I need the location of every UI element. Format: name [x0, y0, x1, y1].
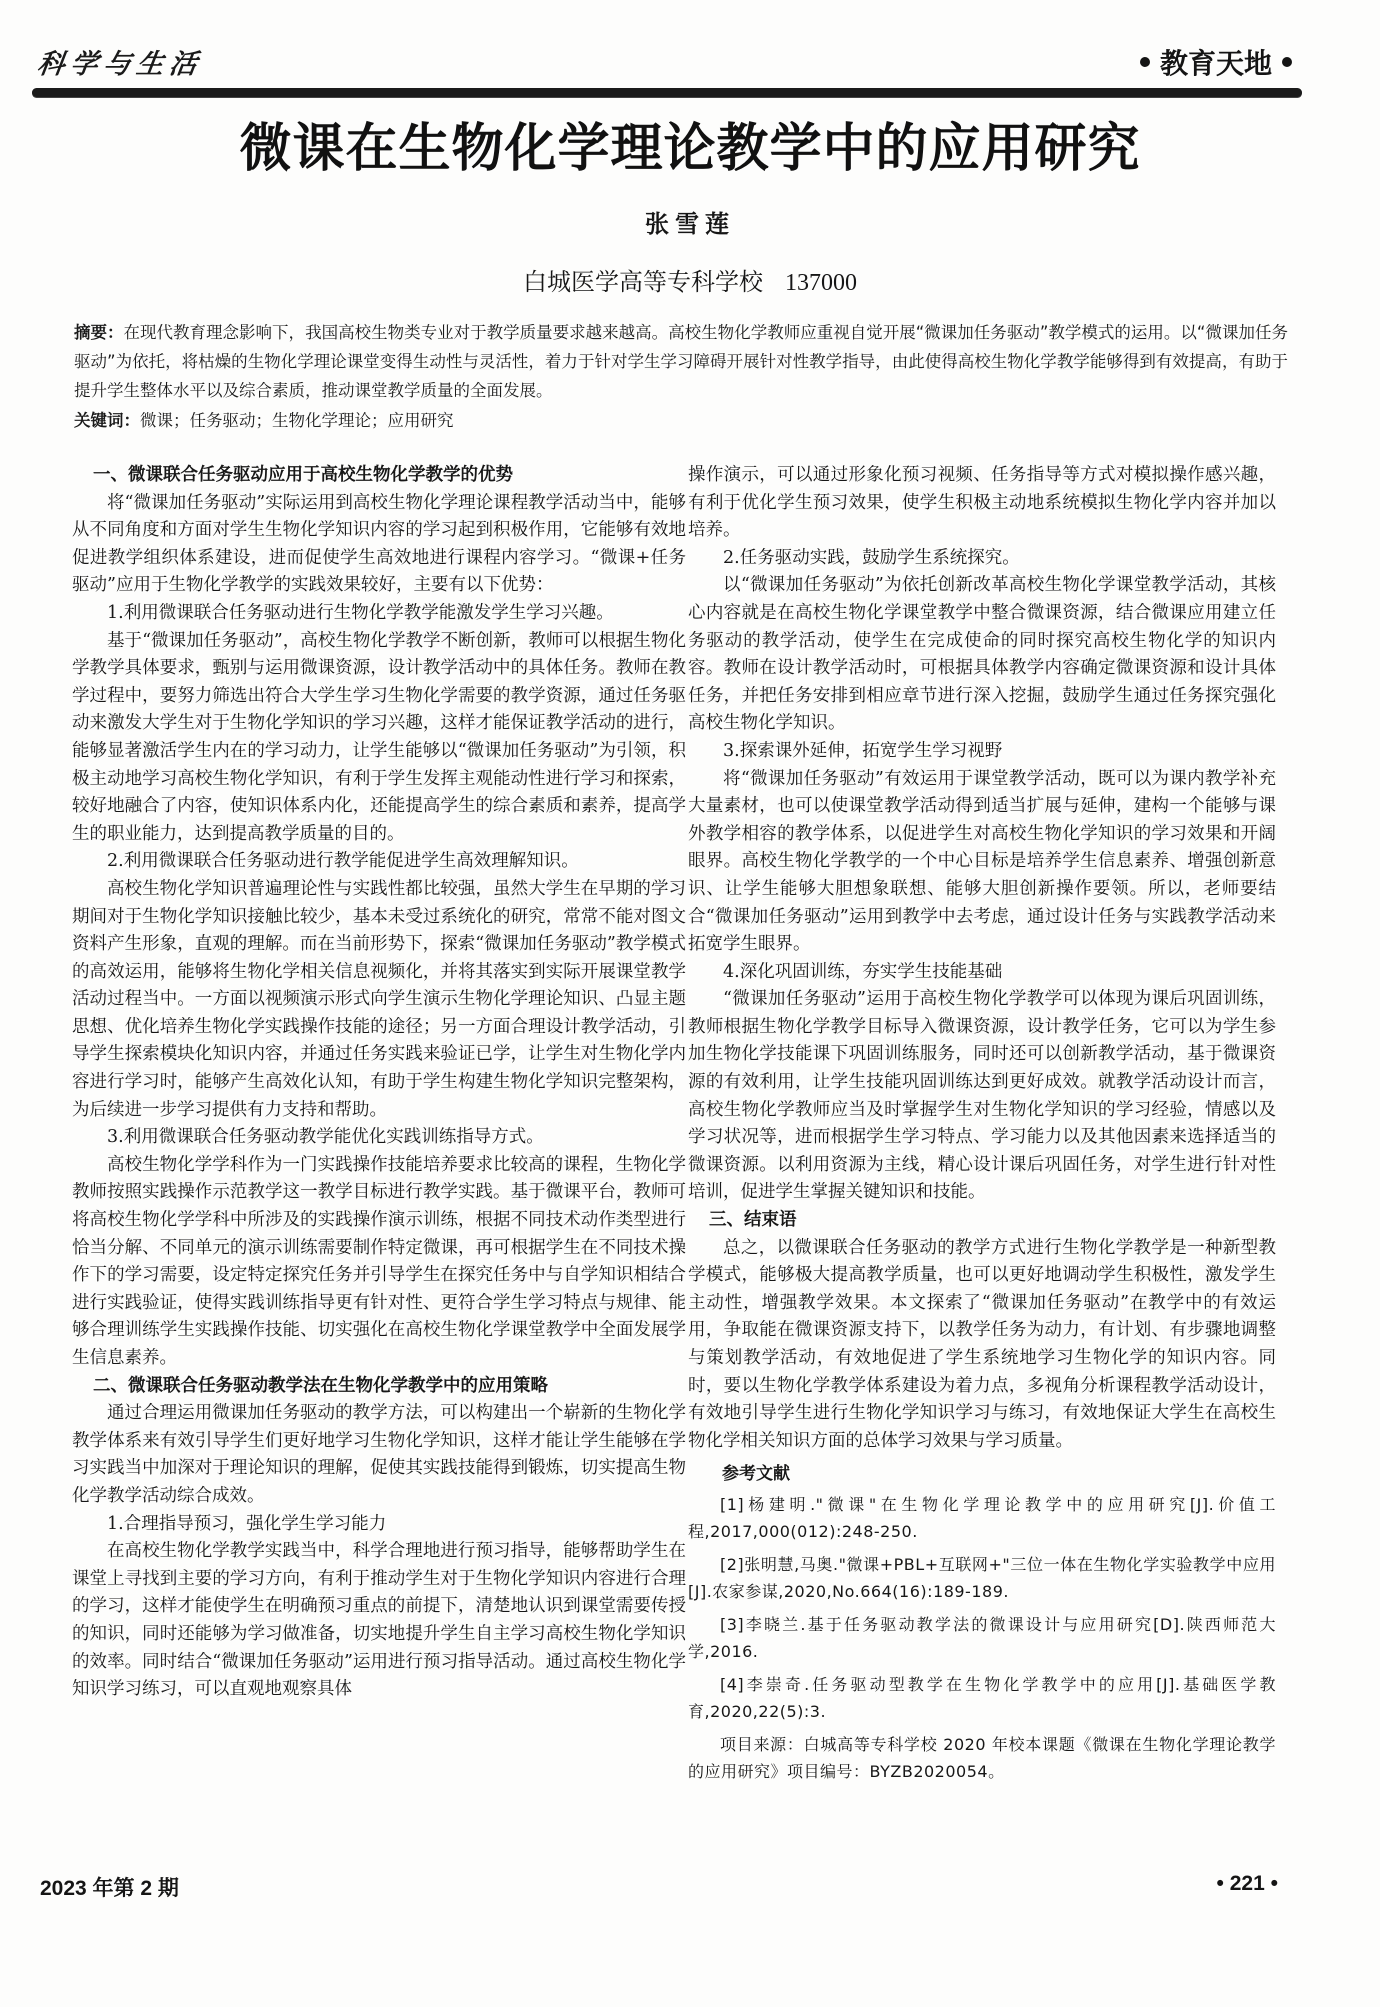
- abstract: [74, 318, 1288, 405]
- page-number: [1217, 1872, 1278, 1896]
- paragraph: 总之，以微课联合任务驱动的教学方式进行生物化学教学是一种新型教学模式，能够极大提高教学质量，也可以更好地调动学生积极性，激发学生主动性，增强教学效果。本文探索了“微课加任务驱动”在教学中的有效运用，争取能在微课资源支持下，以教学任务为动力，有计划、有步骤地调整与策划教学活动，有效地促进了学生系统地学习生物化学的知识内容。同时，要以生物化学教学体系建设为着力点，多视角分析课程教学活动设计，有效地引导学生进行生物化学知识学习与练习，有效地保证大学生在高校生物化学相关知识方面的总体学习效果与学习质量。: [688, 1237, 1276, 1451]
- issue-label: 2023 年第 2 期: [40, 1877, 179, 1900]
- paragraph: 在高校生物化学教学实践当中，科学合理地进行预习指导，能够帮助学生在课堂上寻找到主要的学习方向，有利于推动学生对于生物化学知识内容进行合理的学习，这样才能使学生在明确预习重点的前提下，清楚地认识到课堂需要传授的知识，同时还能够为学习做准备，切实地提升学生自主学习高校生物化学知识的效率。同时结合“微课加任务驱动”运用进行预习指导活动。通过高校生物化学知识学习练习，可以直观地观察具体: [72, 1541, 686, 1700]
- paragraph: 通过合理运用微课加任务驱动的教学方法，可以构建出一个崭新的生物化学教学体系来有效引导学生们更好地学习生物化学知识，这样才能让学生能够在学习实践当中加深对于理论知识的理解，促使其实践技能得到锻炼，切实提高生物化学教学活动综合成效。: [72, 1403, 686, 1506]
- paragraph: “微课加任务驱动”运用于高校生物化学教学可以体现为课后巩固训练，教师根据生物化学教学目标导入微课资源，设计教学任务，它可以为学生参加生物化学技能课下巩固训练服务，同时还可以创新教学活动，基于微课资源的有效利用，让学生技能巩固训练达到更好成效。就教学活动设计而言，高校生物化学教师应当及时掌握学生对生物化学知识的学习经验，情感以及学习状况等，进而根据学生学习特点、学习能力以及其他因素来选择适当的微课资源。以利用资源为主线，精心设计课后巩固任务，对学生进行针对性培训，促进学生掌握关键知识和技能。: [688, 989, 1276, 1203]
- reference-item: [2]张明慧,马奥."微课+PBL+互联网+"三位一体在生物化学实验教学中应用[J].农家参谋,2020,No.664(16):189-189.: [688, 1554, 1276, 1601]
- dot-icon: •: [1216, 1872, 1224, 1895]
- subsection-heading: 2.利用微课联合任务驱动进行教学能促进学生高效理解知识。: [107, 851, 579, 872]
- header-rule: [32, 88, 1302, 97]
- keywords: [74, 407, 1288, 431]
- abstract-text: 在现代教育理念影响下，我国高校生物类专业对于教学质量要求越来越高。高校生物化学教师应重视自觉开展“微课加任务驱动”教学模式的运用。以“微课加任务驱动”为依托，将枯燥的生物化学理论课堂变得生动性与灵活性，着力于针对学生学习障碍开展针对性教学指导，由此使得高校生物化学教学能够得到有效提高，有助于提升学生整体水平以及综合素质，推动课堂教学质量的全面发展。: [74, 323, 1288, 400]
- abstract-label: 摘要：: [74, 323, 124, 342]
- references-heading: 参考文献: [722, 1464, 790, 1485]
- subsection-heading: 1.合理指导预习，强化学生学习能力: [107, 1513, 387, 1534]
- keywords-label: 关键词：: [74, 411, 140, 430]
- page-number-value: 221: [1229, 1872, 1265, 1895]
- author-affiliation: [0, 262, 1380, 297]
- section-heading: 一、微课联合任务驱动应用于高校生物化学教学的优势: [93, 465, 513, 485]
- paragraph: 高校生物化学学科作为一门实践操作技能培养要求比较高的课程，生物化学教师按照实践操作示范教学这一教学目标进行教学实践。基于微课平台，教师可将高校生物化学学科中所涉及的实践操作演示训练，根据不同技术动作类型进行恰当分解、不同单元的演示训练需要制作特定微课，再可根据学生在不同技术操作下的学习需要，设定特定探究任务并引导学生在探究任务中与自学知识相结合进行实践验证，使得实践训练指导更有针对性、更符合学生学习特点与规律、能够合理训练学生实践操作技能、切实强化在高校生物化学课堂教学中全面发展学生信息素养。: [72, 1154, 686, 1368]
- bullet-icon: [1282, 57, 1292, 67]
- reference-item: [1]杨建明."微课"在生物化学理论教学中的应用研究[J].价值工程,2017,000(012):248-250.: [688, 1494, 1276, 1541]
- subsection-heading: 3.利用微课联合任务驱动教学能优化实践训练指导方式。: [107, 1127, 544, 1148]
- subsection-heading: 3.探索课外延伸，拓宽学生学习视野: [723, 740, 1003, 761]
- project-source: 项目来源：白城高等专科学校 2020 年校本课题《微课在生物化学理论教学的应用研究》项目编号：BYZB2020054。: [688, 1734, 1276, 1781]
- subsection-heading: 2.任务驱动实践，鼓励学生系统探究。: [723, 547, 1020, 568]
- paragraph: 高校生物化学知识普遍理论性与实践性都比较强，虽然大学生在早期的学习期间对于生物化学知识接触比较少，基本未受过系统化的研究，常常不能对图文资料产生形象，直观的理解。而在当前形势下，探索“微课加任务驱动”教学模式的高效运用，能够将生物化学相关信息视频化，并将其落实到实际开展课堂教学活动过程当中。一方面以视频演示形式向学生演示生物化学理论知识、凸显主题思想、优化培养生物化学实践操作技能的途径；另一方面合理设计教学活动，引导学生探索模块化知识内容，并通过任务实践来验证已学，让学生对生物化学内容进行学习时，能够产生高效化认知，有助于学生构建生物化学知识完整架构，为后续进一步学习提供有力支持和帮助。: [72, 878, 686, 1120]
- paragraph: 将“微课加任务驱动”实际运用到高校生物化学理论课程教学活动当中，能够从不同角度和方面对学生生物化学知识内容的学习起到积极作用，它能够有效地促进教学组织体系建设，进而促使学生高效地进行课程内容学习。“微课+任务驱动”应用于生物化学教学的实践效果较好，主要有以下优势：: [72, 492, 686, 596]
- section-heading: 二、微课联合任务驱动教学法在生物化学教学中的应用策略: [93, 1375, 548, 1396]
- dot-icon: •: [1270, 1872, 1278, 1895]
- journal-name: 科学与生活: [35, 49, 205, 80]
- bullet-icon: [1140, 57, 1150, 67]
- article-title: 微课在生物化学理论教学中的应用研究: [239, 119, 1141, 179]
- column-name: [1140, 42, 1292, 82]
- paragraph: 将“微课加任务驱动”有效运用于课堂教学活动，既可以为课内教学补充大量素材，也可以使课堂教学活动得到适当扩展与延伸，建构一个能够与课外教学相容的教学体系，以促进学生对高校生物化学知识的学习效果和开阔眼界。高校生物化学教学的一个中心目标是培养学生信息素养、增强创新意识、让学生能够大胆想象联想、能够大胆创新操作要领。所以，老师要结合“微课加任务驱动”运用到教学中去考虑，通过设计任务与实践教学活动来拓宽学生眼界。: [688, 768, 1276, 955]
- paragraph: 基于“微课加任务驱动”，高校生物化学教学不断创新，教师可以根据生物化学教学具体要求，甄别与运用微课资源，设计教学活动中的具体任务。教师在教学过程中，要努力筛选出符合大学生学习生物化学需要的教学资源，通过任务驱动来激发大学生对于生物化学知识的学习兴趣，这样才能保证教学活动的进行，能够显著激活学生内在的学习动力，让学生能够以“微课加任务驱动”为引领，积极主动地学习高校生物化学知识，有利于学生发挥主观能动性进行学习和探索，较好地融合了内容，使知识体系内化，还能提高学生的综合素质和素养，提高学生的职业能力，达到提高教学质量的目的。: [72, 630, 686, 844]
- article-author: 张雪莲: [645, 210, 735, 238]
- right-column: [688, 462, 1276, 1785]
- reference-item: [4]李崇奇.任务驱动型教学在生物化学教学中的应用[J].基础医学教育,2020,22(5):3.: [688, 1674, 1276, 1721]
- column-name-label: 教育天地: [1159, 47, 1272, 80]
- left-column: [72, 462, 686, 1704]
- paragraph: 操作演示，可以通过形象化预习视频、任务指导等方式对模拟操作感兴趣，有利于优化学生预习效果，使学生积极主动地系统模拟生物化学内容并加以培养。: [688, 465, 1276, 541]
- paragraph: 以“微课加任务驱动”为依托创新改革高校生物化学课堂教学活动，其核心内容就是在高校生物化学课堂教学中整合微课资源，结合微课应用建立任务驱动的教学活动，使学生在完成使命的同时探究高校生物化学的知识内容。教师在设计教学活动时，可根据具体教学内容确定微课资源和设计具体任务，并把任务安排到相应章节进行深入挖掘，鼓励学生通过任务探究强化高校生物化学知识。: [688, 575, 1276, 734]
- section-heading: 三、结束语: [709, 1210, 797, 1231]
- affiliation-name: 白城医学高等专科学校: [523, 268, 763, 296]
- subsection-heading: 1.利用微课联合任务驱动进行生物化学教学能激发学生学习兴趣。: [107, 602, 614, 623]
- subsection-heading: 4.深化巩固训练，夯实学生技能基础: [723, 961, 1003, 982]
- postal-code: 137000: [785, 270, 857, 296]
- keywords-text: 微课；任务驱动；生物化学理论；应用研究: [140, 411, 454, 430]
- reference-item: [3]李晓兰.基于任务驱动教学法的微课设计与应用研究[D].陕西师范大学,2016.: [688, 1614, 1276, 1661]
